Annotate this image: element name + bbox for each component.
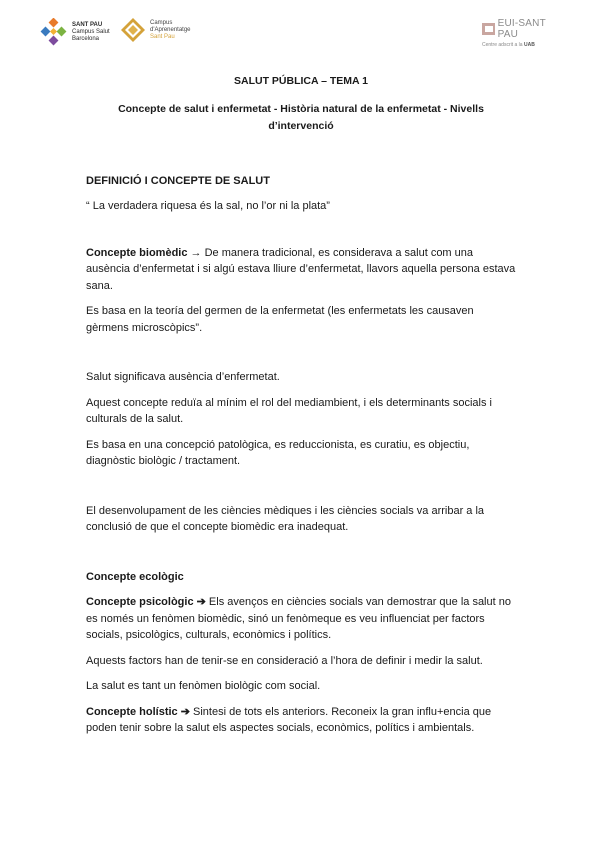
campus-seal-icon: [120, 17, 146, 43]
logo1-line1: SANT PAU: [72, 21, 103, 28]
psicologic-paragraph: [86, 594, 516, 644]
psicologic-text: Els avenços en ciències socials van demostrar que la salut no es només un fenòmen biomèdic, sinó un fenòmeque es veu influenciat per factors socials, psicològics, culturals, econòmics i polítics.: [86, 596, 511, 641]
page-header: [0, 0, 599, 60]
eui-mark-icon: [482, 23, 495, 35]
sant-pau-diamonds-icon: [40, 18, 68, 46]
biomedic-label: Concepte biomèdic: [86, 246, 188, 259]
holistic-label: Concepte holístic: [86, 705, 178, 718]
holistic-text: Sintesi de tots els anteriors. Reconeix la gran influ+encia que poden tenir sobre la salut els aspectes socials, econòmics, polítics i ambientals.: [86, 705, 492, 734]
factors-paragraph: Aquests factors han de tenir-se en consideració a l’hora de definir i medir la salut.: [86, 654, 483, 667]
eui-sant-pau-logo: [482, 18, 562, 48]
section-heading-definicio: DEFINICIÓ I CONCEPTE DE SALUT: [86, 174, 270, 187]
logo2-line1: Campus: [150, 19, 173, 26]
psicologic-label: Concepte psicològic: [86, 596, 194, 608]
eui-sub-uab: UAB: [523, 42, 535, 48]
eui-title: EUI-SANT PAU: [497, 18, 546, 40]
logo1-line2: Campus Salut: [72, 28, 110, 35]
arrow-icon: ➔: [180, 705, 190, 718]
logo1-line3: Barcelona: [72, 35, 100, 42]
document-body: [86, 68, 516, 737]
doc-subtitle: Concepte de salut i enfermetat - Història natural de la enfermetat - Nivells d’intervenció: [118, 102, 484, 132]
doc-title: SALUT PÚBLICA – TEMA 1: [234, 75, 368, 87]
pathologic-paragraph: Es basa en una concepció patològica, es reduccionista, es curatiu, es objectiu, diagnòstic biològic / tractament.: [86, 438, 470, 467]
sant-pau-logo: [40, 18, 110, 46]
biomedic-text: De manera tradicional, es considerava a salut com una ausència d’enfermetat i si algú estava lliure d’enfermetat, llavors aquella persona estava sana.: [86, 246, 516, 292]
arrow-icon: →: [190, 246, 202, 259]
social-paragraph: La salut es tant un fenòmen biològic com social.: [86, 680, 321, 692]
absence-paragraph: Salut significava ausència d’enfermetat.: [86, 371, 280, 383]
arrow-icon: ➔: [196, 596, 206, 608]
quote-paragraph: “ La verdadera riquesa és la sal, no l’or ni la plata”: [86, 200, 330, 212]
campus-aprenentatge-logo: [120, 17, 191, 43]
biomedic-paragraph: [86, 245, 516, 295]
holistic-paragraph: [86, 704, 516, 737]
ecologic-heading: Concepte ecològic: [86, 570, 184, 583]
logo2-line2: d'Aprenentatge: [150, 26, 191, 33]
development-paragraph: El desenvolupament de les ciències mèdiques i les ciències socials va arribar a la conclusió de que el concepte biomèdic era inadequat.: [86, 504, 485, 533]
eui-sub-prefix: Centre adscrit a la: [482, 42, 523, 48]
reduce-paragraph: Aquest concepte reduïa al mínim el rol del mediambient, i els determinants socials i culturals de la salut.: [86, 396, 492, 425]
germ-paragraph: Es basa en la teoría del germen de la enfermetat (les enfermetats les causaven gèrmens microscòpics”.: [86, 305, 474, 334]
logo2-line3: Sant Pau: [150, 33, 175, 40]
